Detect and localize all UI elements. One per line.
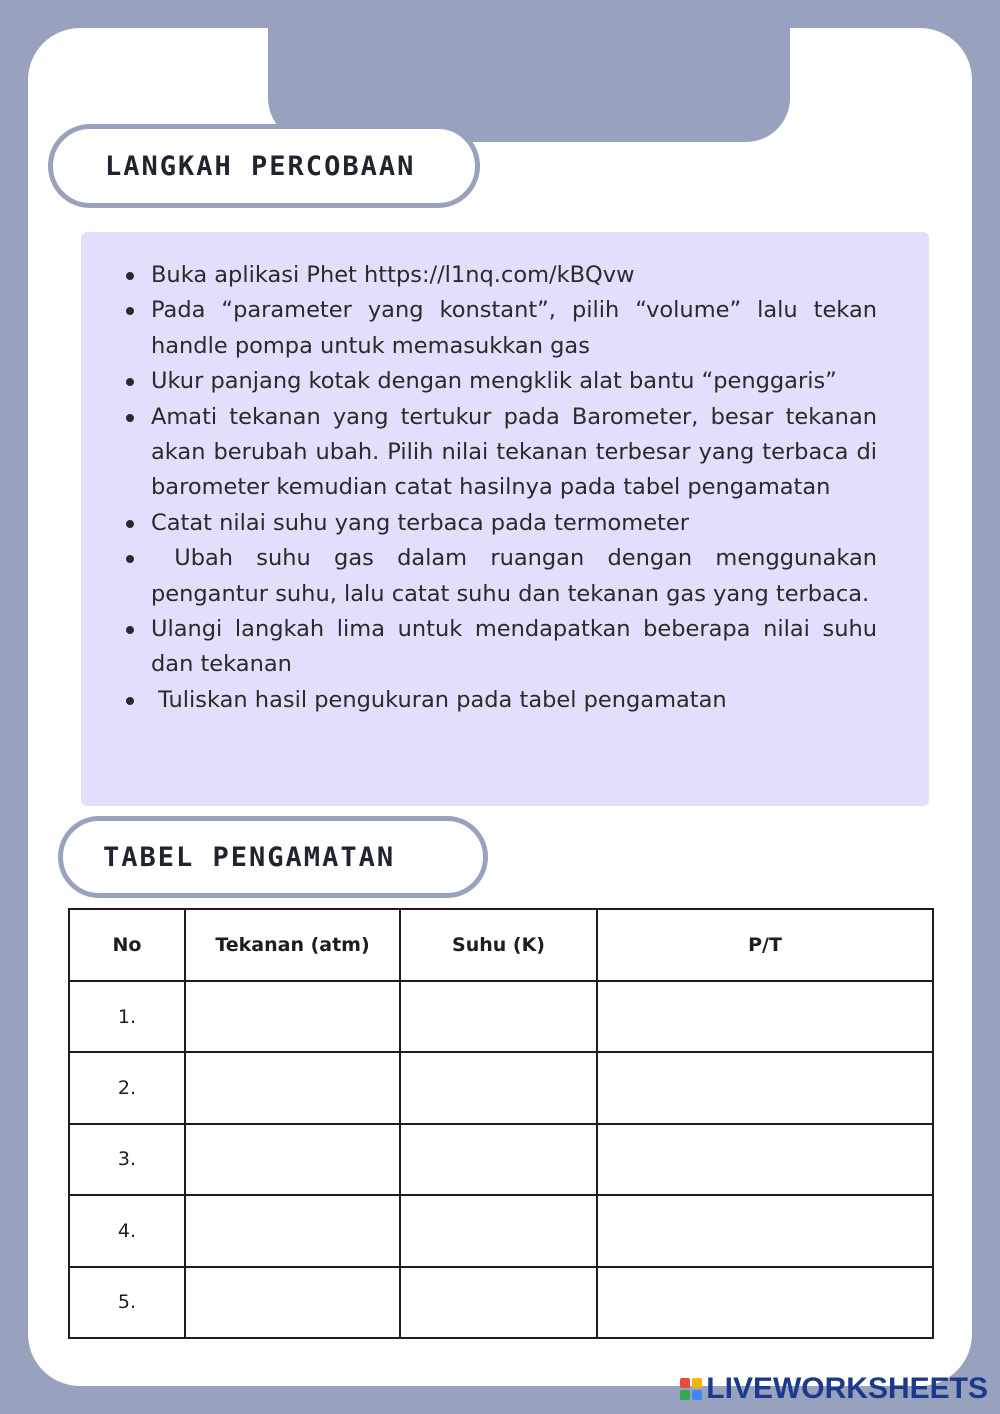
- step-item: Ulangi langkah lima untuk mendapatkan beberapa nilai suhu dan tekanan: [151, 612, 877, 683]
- bullet-icon: [126, 520, 134, 528]
- steps-list: [151, 258, 885, 718]
- cell-suhu[interactable]: [400, 1052, 597, 1123]
- step-item: Pada “parameter yang konstant”, pilih “volume” lalu tekan handle pompa untuk memasukkan gas: [151, 293, 877, 364]
- bullet-icon: [126, 697, 134, 705]
- table-header-row: [69, 909, 933, 981]
- cell-no: 4.: [69, 1195, 185, 1266]
- table-row: [69, 1124, 933, 1195]
- steps-title-text: LANGKAH PERCOBAAN: [105, 150, 416, 182]
- header-tekanan: Tekanan (atm): [185, 909, 400, 981]
- cell-suhu[interactable]: [400, 981, 597, 1052]
- liveworksheets-logo-icon: [680, 1378, 702, 1400]
- bullet-icon: [126, 414, 134, 422]
- cell-suhu[interactable]: [400, 1267, 597, 1338]
- bullet-icon: [126, 626, 134, 634]
- table-row: [69, 1052, 933, 1123]
- header-suhu: Suhu (K): [400, 909, 597, 981]
- cell-tekanan[interactable]: [185, 1052, 400, 1123]
- cell-p-over-t[interactable]: [597, 1195, 933, 1266]
- bullet-icon: [126, 307, 134, 315]
- table-row: [69, 1195, 933, 1266]
- table-row: [69, 1267, 933, 1338]
- step-item: Ukur panjang kotak dengan mengklik alat bantu “penggaris”: [151, 364, 877, 399]
- cell-tekanan[interactable]: [185, 1124, 400, 1195]
- observation-table: [68, 908, 934, 1339]
- cell-tekanan[interactable]: [185, 1195, 400, 1266]
- cell-p-over-t[interactable]: [597, 1052, 933, 1123]
- header-no: No: [69, 909, 185, 981]
- bullet-icon: [126, 272, 134, 280]
- cell-tekanan[interactable]: [185, 981, 400, 1052]
- step-item: Amati tekanan yang tertukur pada Barometer, besar tekanan akan berubah ubah. Pilih nilai tekanan terbesar yang terbaca di barometer kemudian catat hasilnya pada tabel pengamatan: [151, 400, 877, 506]
- step-item: Tuliskan hasil pengukuran pada tabel pengamatan: [151, 683, 877, 718]
- cell-no: 5.: [69, 1267, 185, 1338]
- cell-suhu[interactable]: [400, 1195, 597, 1266]
- cell-suhu[interactable]: [400, 1124, 597, 1195]
- step-item: Ubah suhu gas dalam ruangan dengan menggunakan pengantur suhu, lalu catat suhu dan tekanan gas yang terbaca.: [151, 541, 877, 612]
- bullet-icon: [126, 378, 134, 386]
- table-section-title: [58, 816, 488, 898]
- steps-panel: [81, 232, 929, 806]
- table-row: [69, 981, 933, 1052]
- step-item: Buka aplikasi Phet https://l1nq.com/kBQvw: [151, 258, 877, 293]
- bullet-icon: [126, 555, 134, 563]
- liveworksheets-logo[interactable]: [680, 1372, 988, 1406]
- cell-no: 3.: [69, 1124, 185, 1195]
- step-item: Catat nilai suhu yang terbaca pada termometer: [151, 506, 877, 541]
- steps-section-title: [48, 124, 480, 208]
- cell-p-over-t[interactable]: [597, 1267, 933, 1338]
- header-p-over-t: P/T: [597, 909, 933, 981]
- cell-no: 2.: [69, 1052, 185, 1123]
- cell-no: 1.: [69, 981, 185, 1052]
- cell-tekanan[interactable]: [185, 1267, 400, 1338]
- cell-p-over-t[interactable]: [597, 981, 933, 1052]
- cell-p-over-t[interactable]: [597, 1124, 933, 1195]
- table-title-text: TABEL PENGAMATAN: [103, 841, 396, 873]
- liveworksheets-logo-text: LIVEWORKSHEETS: [706, 1372, 988, 1405]
